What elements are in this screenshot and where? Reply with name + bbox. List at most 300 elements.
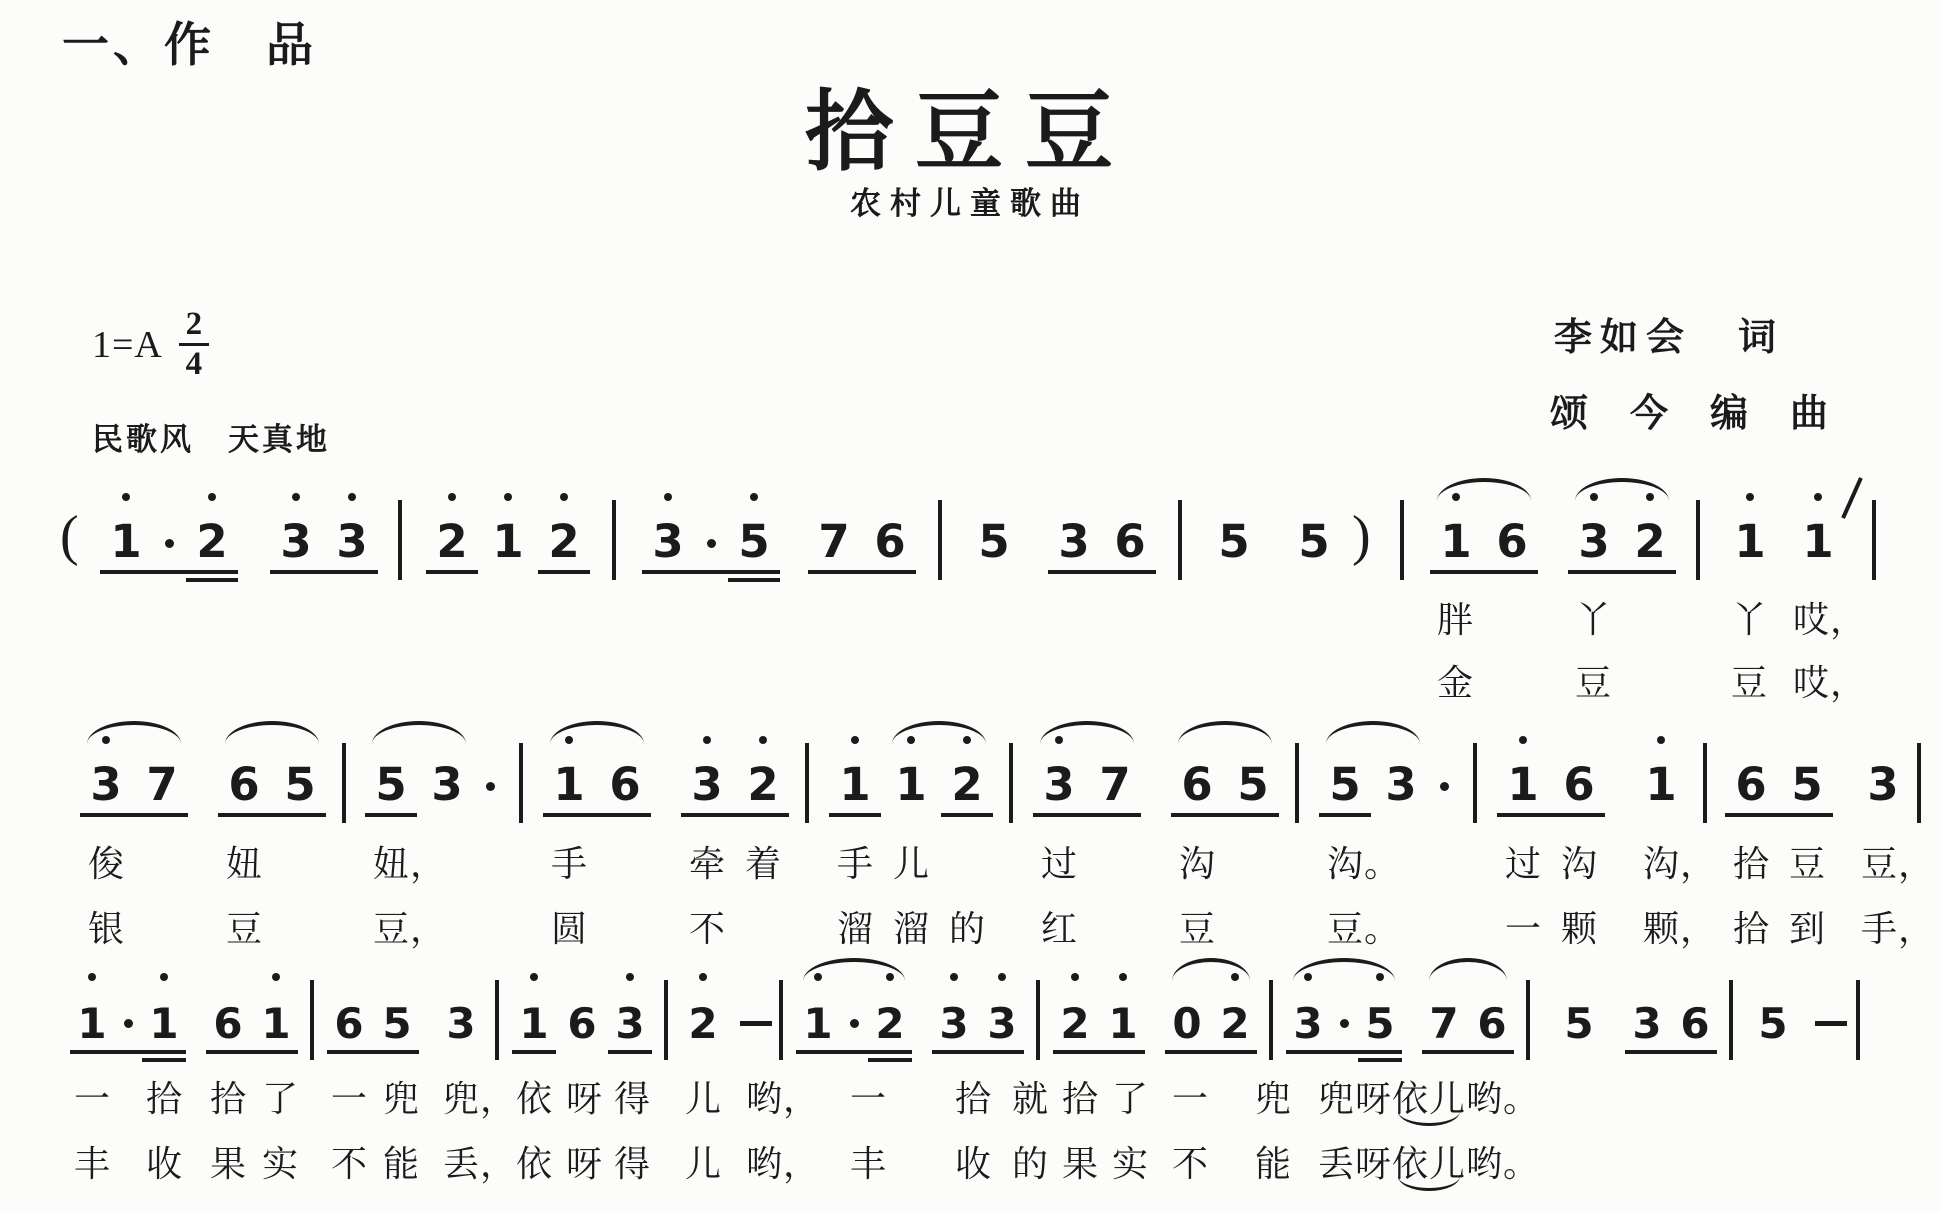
note — [1373, 751, 1429, 811]
note-group — [1284, 988, 1404, 1048]
note-digit: 3 — [987, 998, 1017, 1048]
note — [424, 508, 480, 568]
lyric-slur-arc — [1398, 1111, 1460, 1126]
note-digit: 1 — [77, 998, 107, 1048]
beam-underline — [829, 813, 881, 817]
note-digit: 1 — [519, 998, 549, 1048]
note-group — [1046, 508, 1158, 568]
note-group — [1623, 988, 1719, 1048]
beam-underline — [70, 1050, 186, 1054]
note — [606, 988, 654, 1048]
augmentation-dot — [486, 782, 495, 791]
note-group — [1722, 508, 1778, 568]
lyric-syllable: 收 — [955, 1144, 993, 1184]
beam-underline — [808, 570, 916, 574]
note-digit: 6 — [1114, 514, 1146, 568]
lyric-syllable: 手 — [837, 844, 875, 884]
note-digit: 6 — [1181, 757, 1213, 811]
slur — [225, 721, 319, 744]
note-digit: 3 — [90, 757, 122, 811]
lyric-syllable: 沟 — [1179, 844, 1217, 884]
note-group — [1566, 508, 1678, 568]
note — [541, 751, 597, 811]
lyric-syllable: 收 — [146, 1144, 184, 1184]
beam-underline — [796, 1050, 912, 1054]
barline — [1856, 980, 1860, 1060]
octave-dot — [699, 973, 707, 981]
note-digit: 1 — [110, 514, 142, 568]
lyric-syllable: 豆， — [373, 909, 448, 949]
lyric-syllable: 沟， — [1643, 844, 1718, 884]
lyric-syllable: 兜 — [383, 1079, 421, 1119]
beam-underline — [1568, 570, 1676, 574]
breath-mark-line — [1841, 477, 1863, 519]
beam-underline — [608, 1050, 652, 1054]
octave-dot — [292, 493, 300, 501]
note-group — [679, 751, 791, 811]
note — [827, 751, 883, 811]
note — [268, 508, 324, 568]
slur — [1040, 721, 1134, 744]
beam-underline-2 — [142, 1058, 186, 1062]
note — [794, 988, 842, 1048]
time-signature-numerator: 2 — [185, 306, 203, 342]
note-digit: 3 — [1293, 998, 1323, 1048]
lyric-syllable: 呀 — [566, 1144, 604, 1184]
barline — [398, 500, 402, 580]
barline — [779, 980, 783, 1060]
beam-underline — [327, 1050, 419, 1054]
note-digit: 2 — [875, 998, 905, 1048]
slur — [1429, 958, 1507, 981]
beam-underline — [1171, 813, 1279, 817]
beam-underline — [218, 813, 326, 817]
note-digit: 6 — [1477, 998, 1507, 1048]
note-group — [437, 988, 485, 1048]
slur — [372, 721, 466, 744]
note-digit: 6 — [228, 757, 260, 811]
note — [1087, 751, 1143, 811]
time-signature — [179, 306, 209, 383]
note-digit: 6 — [213, 998, 243, 1048]
octave-dot — [448, 493, 456, 501]
slur — [1575, 478, 1669, 501]
note — [419, 751, 475, 811]
augmentation-dot-cell — [1429, 751, 1459, 807]
lyric-syllable: 不 — [1172, 1144, 1210, 1184]
lyric-syllable: 能 — [1255, 1144, 1293, 1184]
lyric-syllable: 沟。 — [1327, 844, 1402, 884]
note-group — [541, 751, 653, 811]
note-digit: 6 — [334, 998, 364, 1048]
note-digit: 5 — [1791, 757, 1823, 811]
beam-underline — [1053, 1050, 1145, 1054]
barline — [1178, 500, 1182, 580]
lyric-syllable: 一 — [1172, 1079, 1210, 1119]
lyric-syllable: 不 — [689, 909, 727, 949]
barline — [805, 743, 809, 823]
lyric-syllable: 拾 — [210, 1079, 248, 1119]
note — [480, 508, 536, 568]
note-group — [1206, 508, 1262, 568]
note-digit: 5 — [1329, 757, 1361, 811]
barline — [938, 500, 942, 580]
note-group — [1555, 988, 1603, 1048]
octave-dot — [504, 493, 512, 501]
beam-underline — [512, 1050, 556, 1054]
note — [939, 751, 995, 811]
note-group — [966, 508, 1022, 568]
octave-dot — [703, 736, 711, 744]
lyric-syllable: 实 — [1112, 1144, 1150, 1184]
note-digit: 1 — [553, 757, 585, 811]
lyric-syllable: 豆 — [226, 909, 264, 949]
note-digit: 6 — [1735, 757, 1767, 811]
barline — [1009, 743, 1013, 823]
section-heading: 一、作 品 — [62, 20, 317, 72]
note — [1495, 751, 1551, 811]
note — [1790, 508, 1846, 568]
lyric-slur-arc — [1398, 1176, 1460, 1191]
octave-dot — [851, 736, 859, 744]
barline — [495, 980, 499, 1060]
lyric-syllable: 豆 — [1575, 663, 1613, 703]
beam-underline — [1422, 1050, 1514, 1054]
slur — [1293, 958, 1395, 981]
note-digit: 2 — [1060, 998, 1090, 1048]
note-digit: 7 — [146, 757, 178, 811]
beam-underline — [100, 570, 238, 574]
lyric-syllable: 的 — [1012, 1144, 1050, 1184]
lyric-syllable: 一 — [1505, 909, 1543, 949]
lyric-syllable: 丰 — [850, 1144, 888, 1184]
octave-dot — [88, 973, 96, 981]
note-digit: 3 — [1632, 998, 1662, 1048]
note — [68, 988, 116, 1048]
octave-dot — [1519, 736, 1527, 744]
note — [1722, 508, 1778, 568]
note-digit: 7 — [1429, 998, 1459, 1048]
lyric-row-verse-2 — [0, 901, 1940, 953]
lyric-syllable: 着 — [745, 844, 783, 884]
note-digit: 3 — [446, 998, 476, 1048]
note-digit: 7 — [1099, 757, 1131, 811]
octave-dot — [160, 973, 168, 981]
note-group — [424, 508, 592, 568]
lyric-syllable: 丫 — [1731, 600, 1769, 640]
lyric-syllable: 豆， — [1861, 844, 1936, 884]
lyric-syllable: 得 — [614, 1079, 652, 1119]
note-digit: 0 — [1172, 998, 1202, 1048]
note — [1031, 751, 1087, 811]
note-group — [679, 988, 727, 1048]
note-digit: 2 — [747, 757, 779, 811]
beam-underline — [270, 570, 378, 574]
beam-underline-2 — [728, 578, 780, 582]
lyric-syllable: 俊 — [88, 844, 126, 884]
beam-underline — [1625, 1050, 1717, 1054]
beam-underline — [206, 1050, 298, 1054]
note-digit: 5 — [1218, 514, 1250, 568]
beam-underline — [642, 570, 780, 574]
barline — [1872, 500, 1876, 580]
lyric-syllable: 兜， — [443, 1079, 518, 1119]
note — [726, 508, 782, 568]
lyric-syllable: 儿 — [893, 844, 931, 884]
lyric-row-verse-1 — [0, 1071, 1940, 1123]
octave-dot — [348, 493, 356, 501]
note — [1286, 508, 1342, 568]
note-digit: 6 — [1496, 514, 1528, 568]
note — [1484, 508, 1540, 568]
lyric-syllable: 手， — [1861, 909, 1936, 949]
barline — [612, 500, 616, 580]
note-digit: 5 — [382, 998, 412, 1048]
note — [966, 508, 1022, 568]
note — [536, 508, 592, 568]
music-system-1 — [0, 470, 1940, 600]
note-group — [268, 508, 380, 568]
note-digit: 7 — [818, 514, 850, 568]
note — [1779, 751, 1835, 811]
slur — [892, 721, 986, 744]
lyric-syllable: 颗， — [1643, 909, 1718, 949]
lyric-syllable: 银 — [88, 909, 126, 949]
dash-glyph — [740, 1021, 772, 1026]
barline — [1526, 980, 1530, 1060]
lyric-syllable: 了 — [262, 1079, 300, 1119]
beam-underline-2 — [186, 578, 238, 582]
note-digit: 1 — [261, 998, 291, 1048]
slur — [1172, 958, 1250, 981]
note-digit: 3 — [1867, 757, 1899, 811]
beam-underline — [365, 813, 417, 817]
barline — [664, 980, 668, 1060]
dash-glyph — [1815, 1021, 1847, 1026]
note-digit: 1 — [1440, 514, 1472, 568]
barline — [519, 743, 523, 823]
open-paren: ( — [60, 505, 79, 567]
octave-dot — [750, 493, 758, 501]
note-digit: 2 — [548, 514, 580, 568]
lyric-syllable: 到 — [1789, 909, 1827, 949]
lyric-syllable: 果 — [210, 1144, 248, 1184]
lyric-row-verse-1 — [0, 836, 1940, 888]
lyric-syllable: 溜 — [893, 909, 931, 949]
note-group — [806, 508, 918, 568]
note — [1169, 751, 1225, 811]
note-digit: 1 — [1645, 757, 1677, 811]
lyric-syllable: 一 — [331, 1079, 369, 1119]
note-digit: 1 — [492, 514, 524, 568]
note-digit: 1 — [1507, 757, 1539, 811]
lyric-syllable: 妞， — [373, 844, 448, 884]
lyric-syllable: 儿 — [685, 1144, 723, 1184]
note-digit: 1 — [839, 757, 871, 811]
lyric-syllable: 拾 — [1062, 1079, 1100, 1119]
beam-underline-2 — [1358, 1058, 1402, 1062]
note — [204, 988, 252, 1048]
lyric-syllable: 红 — [1041, 909, 1079, 949]
song-title: 拾豆豆 — [804, 85, 1135, 182]
note-digit: 1 — [895, 757, 927, 811]
note — [216, 751, 272, 811]
note — [978, 988, 1026, 1048]
note — [1855, 751, 1911, 811]
note — [883, 751, 939, 811]
note-digit: 3 — [615, 998, 645, 1048]
barline — [1400, 500, 1404, 580]
note — [640, 508, 696, 568]
note-digit: 3 — [280, 514, 312, 568]
note-group — [68, 988, 188, 1048]
note-digit: 2 — [196, 514, 228, 568]
octave-dot — [1071, 973, 1079, 981]
augmentation-dot — [1340, 1019, 1349, 1028]
half-note-dash — [737, 988, 775, 1044]
note-digit: 2 — [951, 757, 983, 811]
lyric-row-verse-1 — [0, 592, 1940, 644]
lyric-syllable: 的 — [949, 909, 987, 949]
beam-underline — [1286, 1050, 1402, 1054]
tempo-marking: 民歌风 天真地 — [92, 422, 330, 457]
note — [1428, 508, 1484, 568]
key-signature: 1=A — [92, 323, 163, 366]
octave-dot — [1814, 493, 1822, 501]
octave-dot — [272, 973, 280, 981]
beam-underline — [941, 813, 993, 817]
note-digit: 2 — [436, 514, 468, 568]
barline — [1295, 743, 1299, 823]
lyric-syllable: 儿 — [685, 1079, 723, 1119]
note — [1206, 508, 1262, 568]
barline — [1269, 980, 1273, 1060]
barline — [1729, 980, 1733, 1060]
octave-dot — [1119, 973, 1127, 981]
note-digit: 2 — [688, 998, 718, 1048]
note-digit: 5 — [1758, 998, 1788, 1048]
note-group — [1855, 751, 1911, 811]
augmentation-dot-cell — [475, 751, 505, 807]
note-digit: 3 — [1578, 514, 1610, 568]
augmentation-dot-cell — [696, 508, 726, 564]
note-digit: 1 — [1802, 514, 1834, 568]
barline — [310, 980, 314, 1060]
note-digit: 5 — [978, 514, 1010, 568]
note — [1671, 988, 1719, 1048]
note — [272, 751, 328, 811]
octave-dot — [664, 493, 672, 501]
lyric-syllable: 豆 — [1789, 844, 1827, 884]
octave-dot — [560, 493, 568, 501]
barline — [342, 743, 346, 823]
beam-underline — [543, 813, 651, 817]
lyric-row-verse-2 — [0, 1136, 1940, 1188]
lyric-syllable: 实 — [262, 1144, 300, 1184]
beam-underline — [1497, 813, 1605, 817]
note — [735, 751, 791, 811]
beam-underline-2 — [868, 1058, 912, 1062]
lyric-syllable: 牵 — [689, 844, 727, 884]
note-digit: 1 — [803, 998, 833, 1048]
lyric-syllable: 一 — [74, 1079, 112, 1119]
half-note-dash — [1812, 988, 1850, 1044]
lyric-syllable: 了 — [1112, 1079, 1150, 1119]
key-and-time-signature — [92, 306, 209, 383]
lyric-syllable: 不 — [331, 1144, 369, 1184]
barline — [1917, 743, 1921, 823]
note — [1551, 751, 1607, 811]
beam-underline — [538, 570, 590, 574]
note-digit: 6 — [1680, 998, 1710, 1048]
note-digit: 5 — [375, 757, 407, 811]
beam-underline — [1430, 570, 1538, 574]
barline — [1703, 743, 1707, 823]
beam-underline — [1048, 570, 1156, 574]
note-digit: 2 — [1634, 514, 1666, 568]
note — [1046, 508, 1102, 568]
music-system-2 — [0, 713, 1940, 843]
note — [1225, 751, 1281, 811]
beam-underline — [1033, 813, 1141, 817]
slur — [87, 721, 181, 744]
lyric-syllable: 颗 — [1561, 909, 1599, 949]
augmentation-dot-cell — [154, 508, 184, 564]
note — [140, 988, 188, 1048]
note — [78, 751, 134, 811]
note-group — [510, 988, 654, 1048]
note — [373, 988, 421, 1048]
octave-dot — [1746, 493, 1754, 501]
note-digit: 2 — [1220, 998, 1250, 1048]
note — [510, 988, 558, 1048]
augmentation-dot — [850, 1019, 859, 1028]
lyric-syllable: 一 — [850, 1079, 888, 1119]
note — [1749, 988, 1797, 1048]
note — [1102, 508, 1158, 568]
note-digit: 3 — [691, 757, 723, 811]
note — [252, 988, 300, 1048]
lyric-syllable: 手 — [551, 844, 589, 884]
note — [1623, 988, 1671, 1048]
note-digit: 5 — [1298, 514, 1330, 568]
note-group — [1286, 508, 1342, 568]
lyric-syllable: 呀 — [566, 1079, 604, 1119]
note — [1211, 988, 1259, 1048]
note-group — [1749, 988, 1797, 1048]
note-group — [78, 751, 190, 811]
note — [324, 508, 380, 568]
note — [1622, 508, 1678, 568]
note — [98, 508, 154, 568]
note-group — [363, 751, 505, 811]
lyric-syllable: 过 — [1505, 844, 1543, 884]
lyric-syllable: 丰 — [74, 1144, 112, 1184]
octave-dot — [998, 973, 1006, 981]
lyric-syllable: 哟， — [746, 1144, 821, 1184]
note — [1356, 988, 1404, 1048]
note — [134, 751, 190, 811]
note — [184, 508, 240, 568]
augmentation-dot — [707, 539, 716, 548]
note-digit: 3 — [1058, 514, 1090, 568]
note — [679, 751, 735, 811]
song-subtitle: 农村儿童歌曲 — [850, 186, 1090, 221]
note — [930, 988, 978, 1048]
note — [1099, 988, 1147, 1048]
note-group — [1031, 751, 1143, 811]
note-group — [930, 988, 1026, 1048]
